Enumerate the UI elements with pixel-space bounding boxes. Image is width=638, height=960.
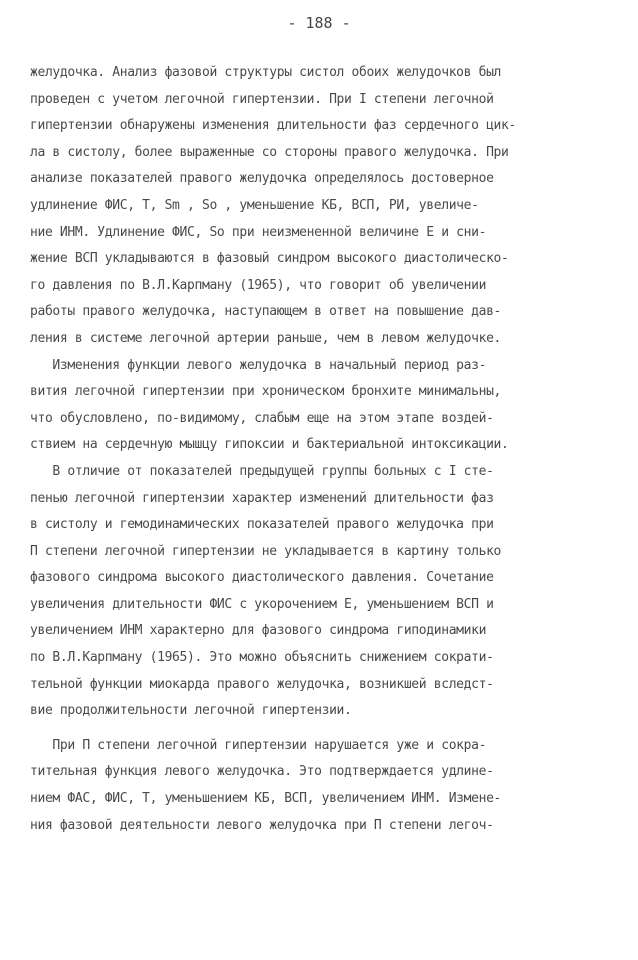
text-line: пенью легочной гипертензии характер изменений длительности фаз (30, 490, 494, 506)
text-line: ния фазовой деятельности левого желудочка при П степени легоч- (30, 817, 494, 833)
text-line: ления в системе легочной артерии раньше, чем в левом желудочке. (30, 330, 502, 346)
text-line: вие продолжительности легочной гипертензии. (30, 703, 352, 719)
text-line: увеличением ИНМ характерно для фазового синдрома гиподинамики (30, 623, 487, 639)
paragraph (30, 459, 630, 725)
text-line: удлинение ФИС, T, Sm , So , уменьшение КБ, ВСП, РИ, увеличе- (30, 197, 479, 213)
paragraph (30, 733, 630, 839)
paragraph (30, 353, 630, 459)
text-line: работы правого желудочка, наступающем в ответ на повышение дав- (30, 304, 502, 320)
text-line: ла в систолу, более выраженные со стороны правого желудочка. При (30, 144, 509, 160)
text-line: по В.Л.Карпману (1965). Это можно объяснить снижением сократи- (30, 650, 494, 666)
text-line: тительная функция левого желудочка. Это подтверждается удлине- (30, 764, 494, 780)
text-line: В отличие от показателей предыдущей группы больных с I сте- (30, 463, 494, 479)
paragraph (30, 60, 630, 353)
text-line: фазового синдрома высокого диастолического давления. Сочетание (30, 570, 494, 586)
text-line: гипертензии обнаружены изменения длительности фаз сердечного цик- (30, 118, 516, 134)
page-number: - 188 - (287, 14, 351, 32)
text-line: При П степени легочной гипертензии нарушается уже и сокра- (30, 737, 487, 753)
text-line: тельной функции миокарда правого желудочка, возникшей вследст- (30, 676, 494, 692)
text-line: что обусловлено, по-видимому, слабым еще на этом этапе воздей- (30, 410, 494, 426)
text-line: в систолу и гемодинамических показателей правого желудочка при (30, 517, 494, 533)
text-line: ствием на сердечную мышцу гипоксии и бактериальной интоксикации. (30, 437, 509, 453)
text-line: ние ИНМ. Удлинение ФИС, So при неизмененной величине E и сни- (30, 224, 487, 240)
text-line: вития легочной гипертензии при хроническом бронхите минимальны, (30, 384, 502, 400)
text-line: жение ВСП укладываются в фазовый синдром высокого диастолическо- (30, 251, 509, 267)
text-line: го давления по В.Л.Карпману (1965), что говорит об увеличении (30, 277, 487, 293)
text-line: проведен с учетом легочной гипертензии. При I степени легочной (30, 91, 494, 107)
text-line: П степени легочной гипертензии не укладывается в картину только (30, 543, 502, 559)
text-line: увеличения длительности ФИС с укорочением E, уменьшением ВСП и (30, 596, 494, 612)
text-line: анализе показателей правого желудочка определялось достоверное (30, 171, 494, 187)
text-line: нием ФАС, ФИС, T, уменьшением КБ, ВСП, увеличением ИНМ. Измене- (30, 791, 502, 807)
document-body (30, 60, 630, 839)
text-line: Изменения функции левого желудочка в начальный период раз- (30, 357, 487, 373)
text-line: желудочка. Анализ фазовой структуры систол обоих желудочков был (30, 65, 502, 80)
